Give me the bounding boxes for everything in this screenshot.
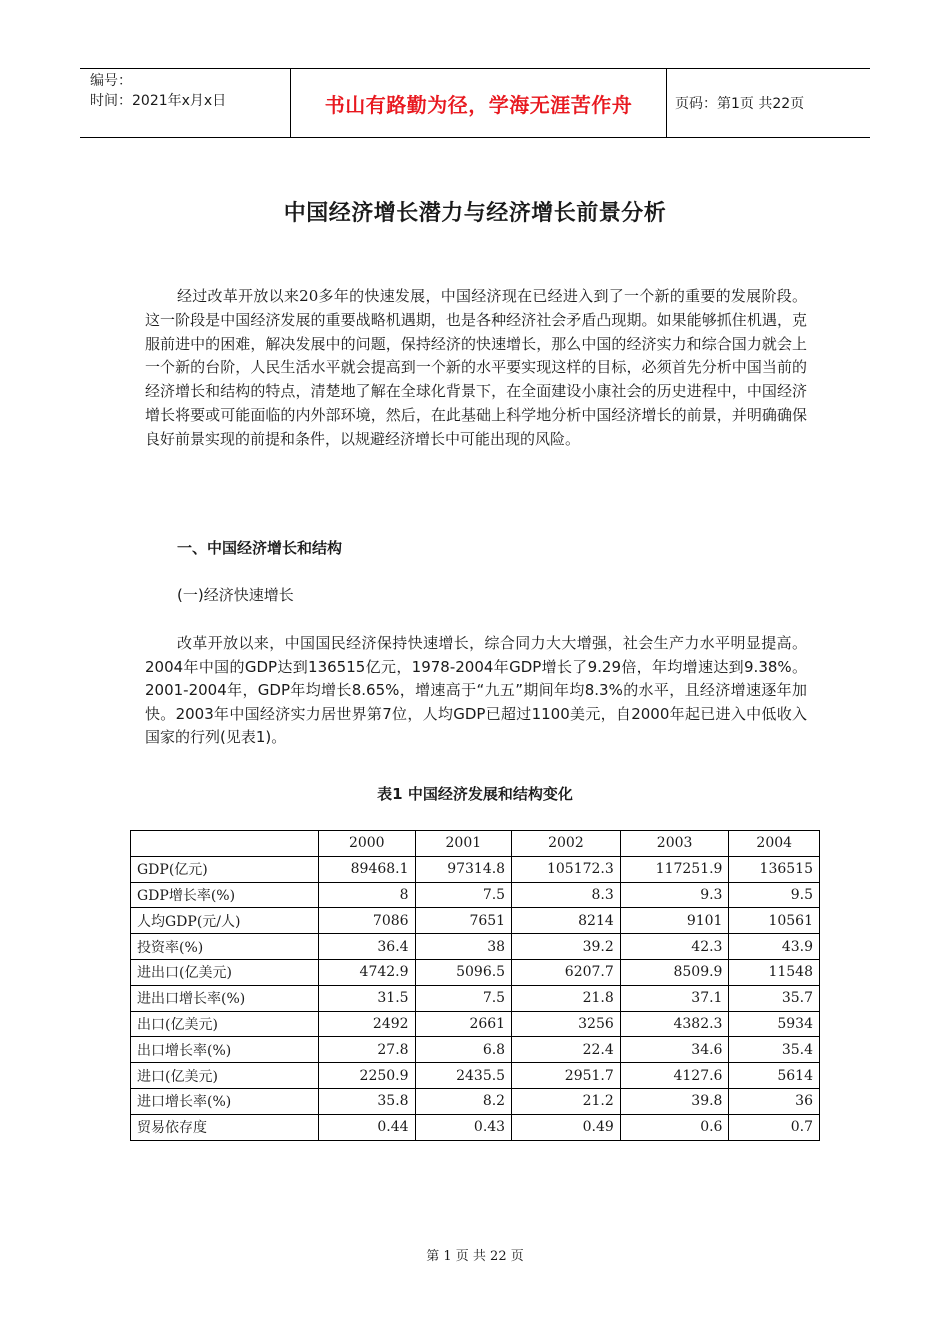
table-row <box>131 934 820 960</box>
table-cell: 8214 <box>512 908 621 934</box>
table-cell: 6.8 <box>415 1037 512 1063</box>
table-cell: 7.5 <box>415 985 512 1011</box>
year-header: 2002 <box>512 831 621 857</box>
table-row <box>131 1011 820 1037</box>
document-title: 中国经济增长潜力与经济增长前景分析 <box>283 201 667 226</box>
header-page-info: 页码：第1页 共22页 <box>675 96 805 112</box>
table-cell: 11548 <box>729 959 820 985</box>
table-cell: 0.6 <box>620 1114 729 1140</box>
table-cell: 42.3 <box>620 934 729 960</box>
table-row <box>131 908 820 934</box>
table-row <box>131 1063 820 1089</box>
table-cell: 7651 <box>415 908 512 934</box>
table-cell: 37.1 <box>620 985 729 1011</box>
table-caption: 表1 中国经济发展和结构变化 <box>377 785 573 803</box>
table-cell: 7086 <box>319 908 416 934</box>
table-row <box>131 856 820 882</box>
row-label: 出口增长率(%) <box>131 1037 319 1063</box>
table-cell: 35.8 <box>319 1088 416 1114</box>
table-cell: 9.3 <box>620 882 729 908</box>
table-cell: 43.9 <box>729 934 820 960</box>
table-cell: 31.5 <box>319 985 416 1011</box>
table-cell: 35.4 <box>729 1037 820 1063</box>
table-header-row <box>131 831 820 857</box>
subsection-heading: (一)经济快速增长 <box>177 586 294 604</box>
row-label: 进出口(亿美元) <box>131 959 319 985</box>
table-cell: 39.2 <box>512 934 621 960</box>
table-cell: 3256 <box>512 1011 621 1037</box>
document-header <box>80 68 870 138</box>
page-footer: 第 1 页 共 22 页 <box>426 1249 524 1264</box>
table-cell: 4382.3 <box>620 1011 729 1037</box>
section-paragraph: 改革开放以来，中国国民经济保持快速增长，综合同力大大增强，社会生产力水平明显提高。2004年中国的GDP达到136515亿元，1978-2004年GDP增长了9.29倍，年均增速达到9.38%。2001-2004年，GDP年均增长8.65%，增速高于“九五”期间年均8.3%的水平，且经济增速逐年加快。2003年中国经济实力居世界第7位，人均GDP已超过1100美元，自2000年起已进入中低收入国家的行列(见表1)。 <box>145 634 807 747</box>
year-header: 2004 <box>729 831 820 857</box>
year-header: 2001 <box>415 831 512 857</box>
year-header: 2000 <box>319 831 416 857</box>
table-row <box>131 882 820 908</box>
table-cell: 38 <box>415 934 512 960</box>
table-cell: 0.43 <box>415 1114 512 1140</box>
table-cell: 10561 <box>729 908 820 934</box>
table-row <box>131 985 820 1011</box>
table-cell: 27.8 <box>319 1037 416 1063</box>
header-meta <box>80 69 290 137</box>
table-cell: 36.4 <box>319 934 416 960</box>
table-row <box>131 959 820 985</box>
table-cell: 2250.9 <box>319 1063 416 1089</box>
table-cell: 5934 <box>729 1011 820 1037</box>
row-label: GDP增长率(%) <box>131 882 319 908</box>
row-label: 人均GDP(元/人) <box>131 908 319 934</box>
table-cell: 117251.9 <box>620 856 729 882</box>
table-cell: 2492 <box>319 1011 416 1037</box>
table-cell: 9.5 <box>729 882 820 908</box>
section-heading: 一、中国经济增长和结构 <box>177 539 343 557</box>
table-cell: 8.2 <box>415 1088 512 1114</box>
table-cell: 0.44 <box>319 1114 416 1140</box>
table-cell: 5614 <box>729 1063 820 1089</box>
table-row <box>131 1037 820 1063</box>
table-cell: 7.5 <box>415 882 512 908</box>
economic-data-table <box>130 830 820 1141</box>
table-row <box>131 1088 820 1114</box>
table-cell: 39.8 <box>620 1088 729 1114</box>
table-corner-cell <box>131 831 319 857</box>
table-cell: 21.8 <box>512 985 621 1011</box>
table-cell: 2951.7 <box>512 1063 621 1089</box>
table-cell: 97314.8 <box>415 856 512 882</box>
row-label: GDP(亿元) <box>131 856 319 882</box>
intro-paragraph: 经过改革开放以来20多年的快速发展，中国经济现在已经进入到了一个新的重要的发展阶段。这一阶段是中国经济发展的重要战略机遇期，也是各种经济社会矛盾凸现期。如果能够抓住机遇，克服前进中的困难，解决发展中的问题，保持经济的快速增长，那么中国的经济实力和综合国力就会上一个新的台阶，人民生活水平就会提高到一个新的水平要实现这样的目标，必须首先分析中国当前的经济增长和结构的特点，清楚地了解在全球化背景下，在全面建设小康社会的历史进程中，中国经济增长将要或可能面临的内外部环境，然后，在此基础上科学地分析中国经济增长的前景，并明确确保良好前景实现的前提和条件，以规避经济增长中可能出现的风险。 <box>145 287 807 448</box>
table-cell: 34.6 <box>620 1037 729 1063</box>
table-cell: 4127.6 <box>620 1063 729 1089</box>
table-cell: 36 <box>729 1088 820 1114</box>
table-cell: 0.7 <box>729 1114 820 1140</box>
row-label: 贸易依存度 <box>131 1114 319 1140</box>
row-label: 进口(亿美元) <box>131 1063 319 1089</box>
table-cell: 4742.9 <box>319 959 416 985</box>
table-cell: 9101 <box>620 908 729 934</box>
row-label: 进出口增长率(%) <box>131 985 319 1011</box>
header-motto: 书山有路勤为径，学海无涯苦作舟 <box>290 69 667 137</box>
row-label: 出口(亿美元) <box>131 1011 319 1037</box>
table-cell: 6207.7 <box>512 959 621 985</box>
row-label: 进口增长率(%) <box>131 1088 319 1114</box>
table-cell: 2435.5 <box>415 1063 512 1089</box>
row-label: 投资率(%) <box>131 934 319 960</box>
table-cell: 89468.1 <box>319 856 416 882</box>
year-header: 2003 <box>620 831 729 857</box>
table-cell: 8509.9 <box>620 959 729 985</box>
table-cell: 22.4 <box>512 1037 621 1063</box>
document-number-label: 编号： <box>90 73 132 89</box>
document-time-label: 时间：2021年x月x日 <box>90 93 227 109</box>
table-cell: 21.2 <box>512 1088 621 1114</box>
table-cell: 35.7 <box>729 985 820 1011</box>
table-cell: 8.3 <box>512 882 621 908</box>
table-cell: 105172.3 <box>512 856 621 882</box>
table-row <box>131 1114 820 1140</box>
table-cell: 5096.5 <box>415 959 512 985</box>
table-cell: 2661 <box>415 1011 512 1037</box>
table-cell: 8 <box>319 882 416 908</box>
table-cell: 0.49 <box>512 1114 621 1140</box>
table-cell: 136515 <box>729 856 820 882</box>
